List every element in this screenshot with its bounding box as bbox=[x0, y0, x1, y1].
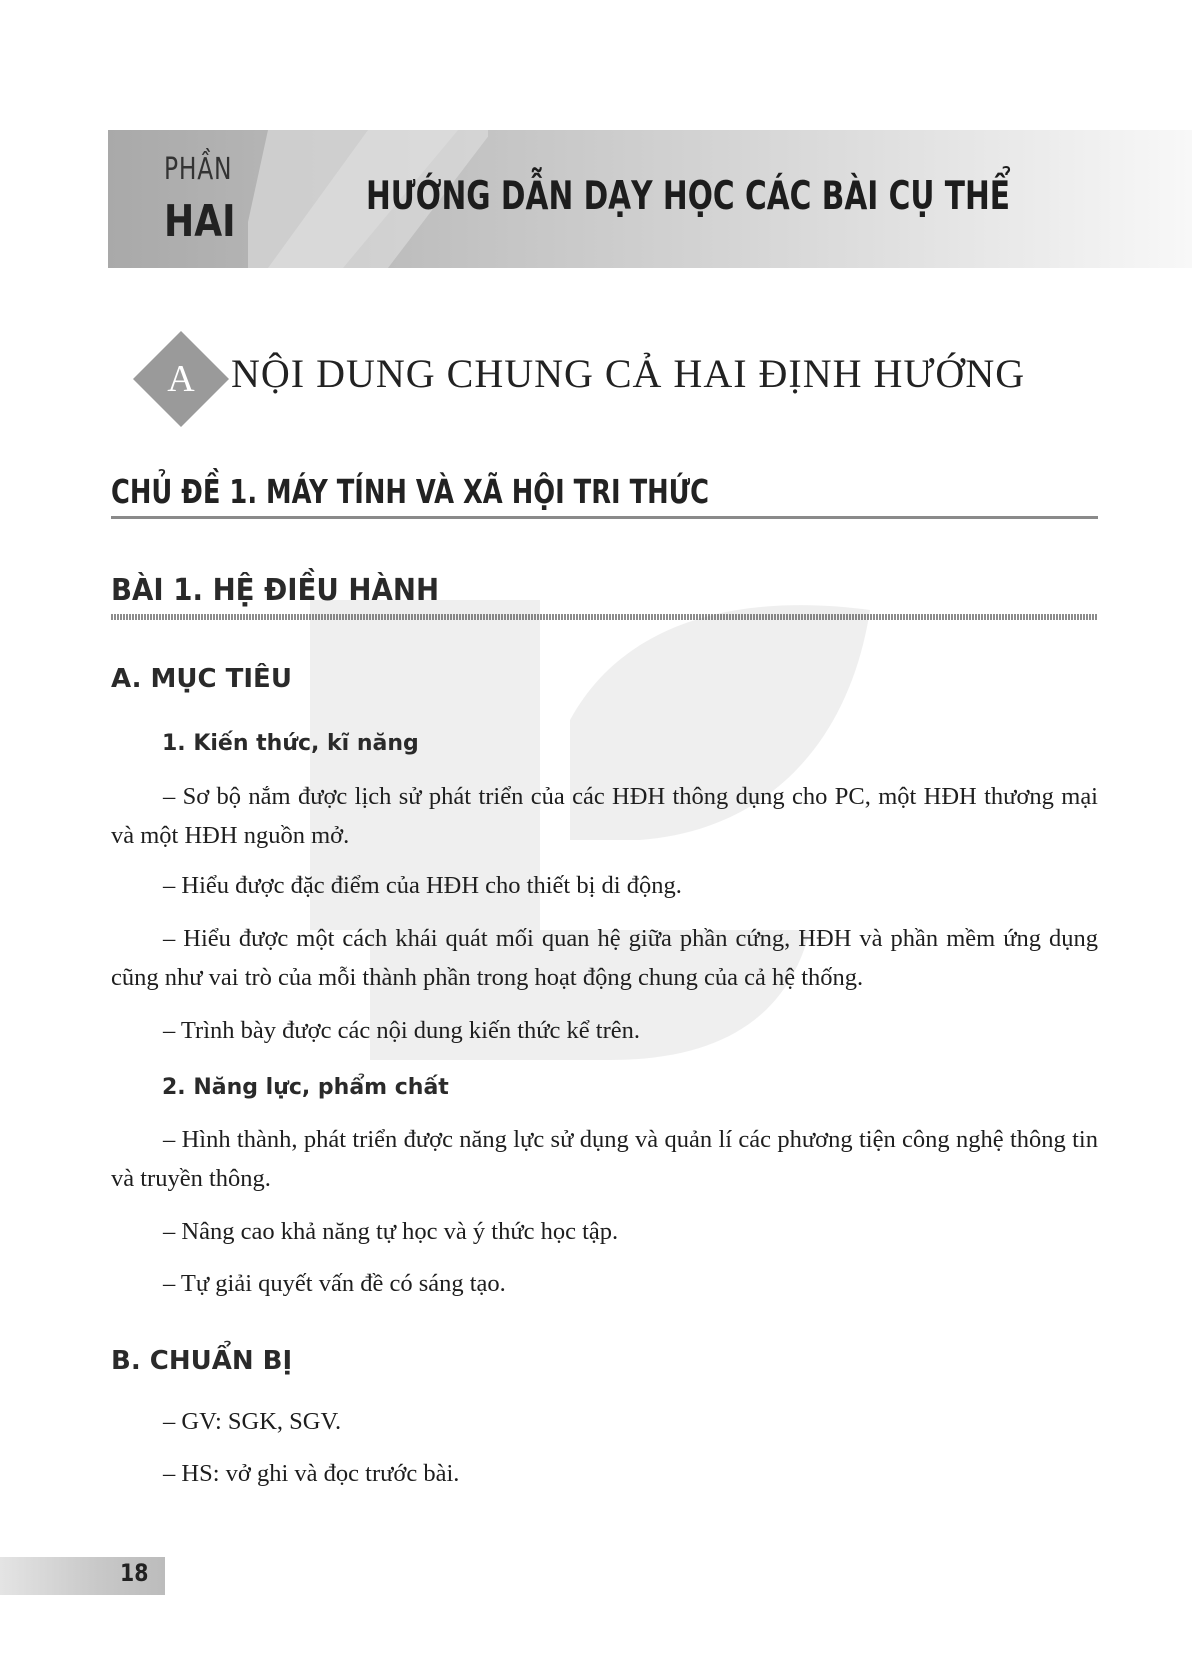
part-title: HƯỚNG DẪN DẠY HỌC CÁC BÀI CỤ THỂ bbox=[366, 174, 1011, 219]
knowledge-item: – Trình bày được các nội dung kiến thức kể trên. bbox=[163, 1017, 641, 1044]
preparation-item: – GV: SGK, SGV. bbox=[163, 1408, 342, 1435]
part-number: HAI bbox=[164, 196, 236, 247]
section-letter: A bbox=[167, 358, 195, 400]
part-banner bbox=[108, 130, 1192, 268]
topic-divider bbox=[111, 516, 1098, 519]
lesson-title: BÀI 1. HỆ ĐIỀU HÀNH bbox=[111, 573, 440, 608]
competency-item: – Tự giải quyết vấn đề có sáng tạo. bbox=[163, 1270, 506, 1297]
competency-item: – Hình thành, phát triển được năng lực sử dụng và quản lí các phương tiện công nghệ thông tin và truyền thông. bbox=[111, 1126, 1098, 1192]
knowledge-item: – Hiểu được đặc điểm của HĐH cho thiết bị di động. bbox=[163, 872, 682, 899]
knowledge-item: – Hiểu được một cách khái quát mối quan hệ giữa phần cứng, HĐH và phần mềm ứng dụng cũng như vai trò của mỗi thành phần trong hoạt động chung của cả hệ thống. bbox=[111, 925, 1098, 991]
part-label: PHẦN bbox=[164, 152, 233, 187]
knowledge-heading: 1. Kiến thức, kĩ năng bbox=[162, 731, 419, 756]
preparation-item: – HS: vở ghi và đọc trước bài. bbox=[163, 1460, 460, 1487]
knowledge-item: – Sơ bộ nắm được lịch sử phát triển của các HĐH thông dụng cho PC, một HĐH thương mại và một HĐH nguồn mở. bbox=[111, 783, 1098, 849]
competency-heading: 2. Năng lực, phẩm chất bbox=[162, 1075, 449, 1100]
page-number: 18 bbox=[120, 1559, 149, 1587]
topic-title: CHỦ ĐỀ 1. MÁY TÍNH VÀ XÃ HỘI TRI THỨC bbox=[111, 472, 710, 511]
objectives-heading: A. MỤC TIÊU bbox=[111, 664, 292, 694]
section-title: NỘI DUNG CHUNG CẢ HAI ĐỊNH HƯỚNG bbox=[231, 351, 1026, 396]
competency-item: – Nâng cao khả năng tự học và ý thức học tập. bbox=[163, 1218, 619, 1245]
preparation-heading: B. CHUẨN BỊ bbox=[111, 1346, 293, 1376]
